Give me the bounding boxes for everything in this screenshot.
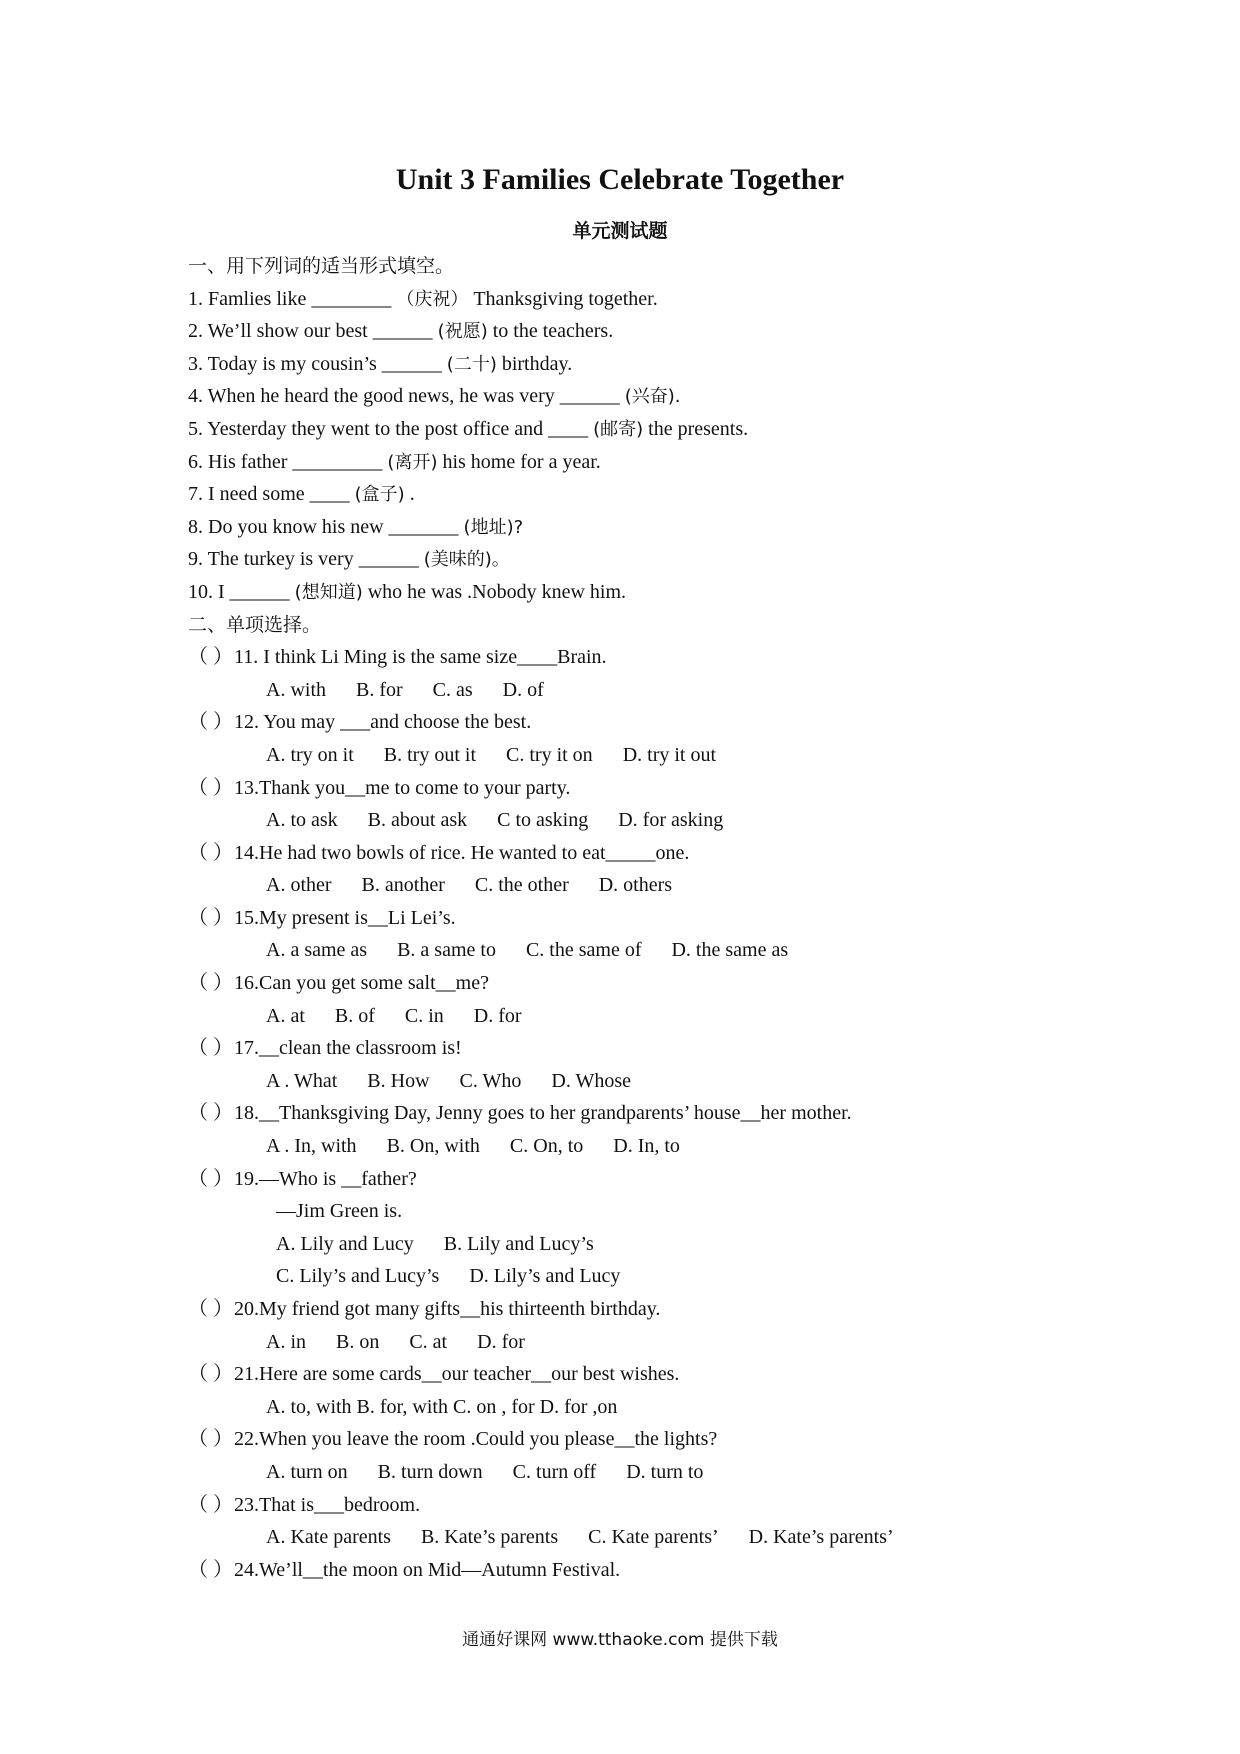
option: D. others <box>598 874 673 897</box>
question-item <box>188 772 1188 805</box>
question-text: 13.Thank you__me to come to your party. <box>234 776 571 799</box>
option: C. the other <box>474 874 569 897</box>
question-item <box>188 837 1188 870</box>
fill-in-item <box>188 380 1188 413</box>
option: C. try it on <box>506 743 593 766</box>
fill-in-item <box>188 413 1188 446</box>
page-subtitle: 单元测试题 <box>572 220 668 242</box>
option: B. How <box>367 1069 430 1092</box>
option: C. in <box>404 1004 444 1027</box>
option: D. for <box>473 1004 522 1027</box>
options-row <box>188 1326 1188 1359</box>
item-text-after: . <box>409 483 415 506</box>
question-text: 24.We’ll__the moon on Mid—Autumn Festival. <box>234 1558 621 1581</box>
option: A . In, with <box>266 1135 357 1158</box>
reply-text: —Jim Green is. <box>276 1200 403 1223</box>
fill-in-item <box>188 511 1188 544</box>
options-row <box>188 739 1188 772</box>
chinese-hint: (美味的)。 <box>423 549 510 571</box>
option: A . What <box>266 1069 338 1092</box>
question-text: 12. You may ___and choose the best. <box>234 711 532 734</box>
question-text: 22.When you leave the room .Could you please__the lights? <box>234 1428 718 1451</box>
option: C to asking <box>497 809 589 832</box>
option: C. the same of <box>525 939 642 962</box>
chinese-hint: （庆祝） <box>396 288 469 310</box>
section-1-heading: 一、用下列词的适当形式填空。 <box>188 255 455 277</box>
fill-in-item <box>188 283 1188 316</box>
question-item <box>188 1554 1188 1587</box>
option: C. Lily’s and Lucy’s <box>276 1265 440 1288</box>
question-text: 17.__clean the classroom is! <box>234 1037 462 1060</box>
question-text: 16.Can you get some salt__me? <box>234 972 489 995</box>
option: A. Kate parents <box>266 1526 391 1549</box>
chinese-hint: (地址)? <box>463 516 524 538</box>
question-item <box>188 902 1188 935</box>
option: B. about ask <box>367 809 468 832</box>
answer-blank: （ ） <box>188 776 233 799</box>
option: C. turn off <box>512 1460 597 1483</box>
option: D. for <box>477 1330 525 1353</box>
option: B. turn down <box>377 1460 483 1483</box>
option: C. Kate parents’ <box>588 1526 719 1549</box>
item-text: 3. Today is my cousin’s ______ <box>188 352 442 375</box>
fill-in-item <box>188 543 1188 576</box>
options-row <box>188 1391 1188 1424</box>
options-row <box>188 1065 1188 1098</box>
fill-in-list <box>188 283 1188 609</box>
item-text: 1. Famlies like ________ <box>188 287 392 310</box>
item-text: 8. Do you know his new _______ <box>188 515 459 538</box>
item-text-after: the presents. <box>648 417 749 440</box>
answer-blank: （ ） <box>188 1428 233 1451</box>
options-row <box>188 1000 1188 1033</box>
option: D. the same as <box>671 939 789 962</box>
question-item <box>188 641 1188 674</box>
item-text-after: Thanksgiving together. <box>473 287 658 310</box>
question-text: 19.—Who is __father? <box>234 1167 417 1190</box>
options-row <box>188 674 1188 707</box>
question-reply <box>188 1195 1188 1228</box>
option: D. for asking <box>618 809 724 832</box>
footer-credit: 通通好课网 www.tthaoke.com 提供下载 <box>462 1630 778 1650</box>
page-title: Unit 3 Families Celebrate Together <box>395 163 845 196</box>
options-row <box>188 1521 1188 1554</box>
chinese-hint: (祝愿) <box>437 321 488 343</box>
answer-blank: （ ） <box>188 711 233 734</box>
option: B. for <box>356 678 403 701</box>
options-row <box>188 804 1188 837</box>
answer-blank: （ ） <box>188 972 233 995</box>
section-2-heading: 二、单项选择。 <box>188 613 322 636</box>
options-row <box>188 869 1188 902</box>
option: B. another <box>361 874 445 897</box>
option: A. at <box>266 1004 305 1027</box>
option: D. try it out <box>622 743 717 766</box>
answer-blank: （ ） <box>188 1037 233 1060</box>
options-row <box>188 934 1188 967</box>
options-row <box>188 1130 1188 1163</box>
option: A. a same as <box>266 939 368 962</box>
answer-blank: （ ） <box>188 841 233 864</box>
answer-blank: （ ） <box>188 1102 233 1125</box>
option: A. in <box>266 1330 306 1353</box>
worksheet-content <box>188 250 1188 1586</box>
option: B. Kate’s parents <box>420 1526 559 1549</box>
chinese-hint: (盒子) <box>354 484 405 506</box>
option: C. as <box>432 678 473 701</box>
option: A. turn on <box>266 1460 348 1483</box>
option: C. On, to <box>509 1135 584 1158</box>
question-item <box>188 1293 1188 1326</box>
item-text-after: who he was .Nobody knew him. <box>367 580 627 603</box>
option: A. to, with B. for, with C. on , for D. for ,on <box>266 1395 618 1418</box>
question-item <box>188 1423 1188 1456</box>
option: B. of <box>334 1004 375 1027</box>
answer-blank: （ ） <box>188 1167 233 1190</box>
item-text: 6. His father _________ <box>188 450 383 473</box>
answer-blank: （ ） <box>188 1298 233 1320</box>
fill-in-item <box>188 446 1188 479</box>
item-text-after: birthday. <box>501 352 573 375</box>
chinese-hint: (离开) <box>387 451 438 473</box>
option: B. Lily and Lucy’s <box>443 1232 594 1255</box>
option: B. try out it <box>383 743 477 766</box>
option: D. of <box>502 678 544 701</box>
options-row <box>188 1228 1188 1261</box>
option: A. with <box>266 678 326 701</box>
question-text: 23.That is___bedroom. <box>234 1493 421 1516</box>
question-item <box>188 1097 1188 1130</box>
option: D. In, to <box>613 1135 680 1158</box>
chinese-hint: (想知道) <box>294 581 363 603</box>
question-item <box>188 967 1188 1000</box>
item-text: 7. I need some ____ <box>188 483 350 506</box>
options-row <box>188 1260 1188 1293</box>
fill-in-item <box>188 348 1188 381</box>
question-text: 15.My present is__Li Lei’s. <box>234 906 456 929</box>
question-item <box>188 1032 1188 1065</box>
answer-blank: （ ） <box>188 1363 233 1386</box>
fill-in-item <box>188 576 1188 609</box>
question-item <box>188 706 1188 739</box>
item-text: 2. We’ll show our best ______ <box>188 320 433 343</box>
item-text-after: to the teachers. <box>492 320 614 343</box>
option: C. Who <box>459 1069 522 1092</box>
option: D. turn to <box>626 1460 704 1483</box>
item-text-after: his home for a year. <box>442 450 601 473</box>
answer-blank: （ ） <box>188 646 233 669</box>
option: B. On, with <box>386 1135 480 1158</box>
fill-in-item <box>188 478 1188 511</box>
option: B. on <box>336 1330 380 1353</box>
question-text: 11. I think Li Ming is the same size____Brain. <box>234 646 607 669</box>
item-text: 10. I ______ <box>188 580 290 603</box>
item-text: 5. Yesterday they went to the post office and ____ <box>188 417 589 440</box>
answer-blank: （ ） <box>188 1493 233 1516</box>
item-text: 9. The turkey is very ______ <box>188 548 419 571</box>
option: A. other <box>266 874 332 897</box>
question-item <box>188 1358 1188 1391</box>
answer-blank: （ ） <box>188 1558 233 1581</box>
option: A. try on it <box>266 743 354 766</box>
question-text: 20.My friend got many gifts__his thirteenth birthday. <box>234 1298 661 1320</box>
option: D. Whose <box>551 1069 632 1092</box>
option: C. at <box>409 1330 448 1353</box>
option: A. Lily and Lucy <box>276 1232 414 1255</box>
answer-blank: （ ） <box>188 906 233 929</box>
option: B. a same to <box>397 939 496 962</box>
chinese-hint: (邮寄) <box>593 418 644 440</box>
option: A. to ask <box>266 809 338 832</box>
question-text: 14.He had two bowls of rice. He wanted to eat_____one. <box>234 841 690 864</box>
chinese-hint: (二十) <box>446 353 497 375</box>
question-item <box>188 1489 1188 1522</box>
choice-list <box>188 641 1188 1586</box>
question-text: 21.Here are some cards__our teacher__our best wishes. <box>234 1363 680 1386</box>
question-text: 18.__Thanksgiving Day, Jenny goes to her grandparents’ house__her mother. <box>234 1102 852 1125</box>
chinese-hint: (兴奋). <box>624 386 681 408</box>
options-row <box>188 1456 1188 1489</box>
option: D. Kate’s parents’ <box>748 1526 894 1549</box>
fill-in-item <box>188 315 1188 348</box>
item-text: 4. When he heard the good news, he was very ______ <box>188 385 620 408</box>
question-item <box>188 1163 1188 1196</box>
option: D. Lily’s and Lucy <box>469 1265 621 1288</box>
